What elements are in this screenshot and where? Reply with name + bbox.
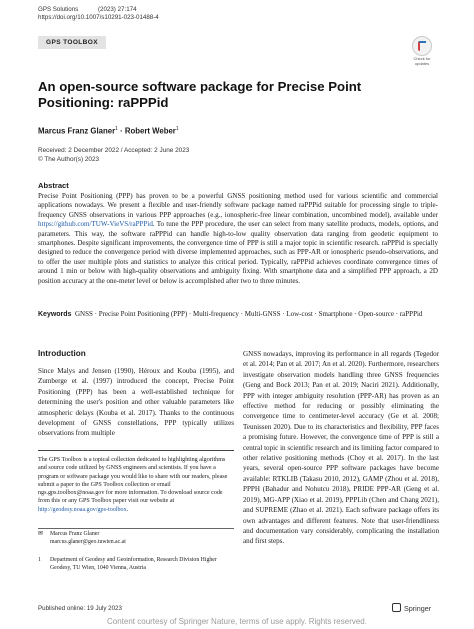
abstract-heading: Abstract: [38, 181, 69, 190]
copyright: © The Author(s) 2023: [38, 155, 100, 163]
toolbox-link[interactable]: http://geodesy.noaa.gov/gps-toolbox: [38, 506, 127, 513]
received-accepted: Received: 2 December 2022 / Accepted: 2 June 2023: [38, 147, 190, 154]
abstract-text-2: . To tune the PPP procedure, the user can select from many satellite products, models, options, and parameters. This way, the software raPPPid can handle high-to-low quality observation data ranging from geodetic equipment to smartphones. Despite significant improvements, the convergence time of PPP is still a major topic in scientific research. raPPPid is specially designed to reduce the convergence period with diverse implemented approaches, such as PPP-AR or ionospheric pseudo-observations, and to offer the user multiple plots and statistics to analyze this critical period. Typically, raPPPid achieves coordinate convergence times of around 1 min or below with high-quality observations and ambiguity fixing. With smartphone data and a simplified PPP approach, a 2D position accuracy at the one-meter level or below is accomplished after two to three minutes.: [38, 220, 438, 285]
contact-email[interactable]: marcus.glaner@geo.tuwien.ac.at: [50, 538, 126, 545]
contact-divider: [38, 528, 234, 529]
article-title: An open-source software package for Precise Point Positioning: raPPPid: [38, 79, 362, 110]
published-date: Published online: 19 July 2023: [38, 605, 122, 612]
journal-header: [38, 6, 159, 22]
introduction-heading: Introduction: [38, 349, 86, 358]
keywords-label: Keywords: [38, 311, 72, 318]
footnote-divider: [38, 450, 234, 451]
affiliation-mark: 1: [38, 557, 41, 563]
envelope-icon: ✉: [38, 531, 43, 537]
keywords-text: GNSS · Precise Point Positioning (PPP) · Multi-frequency · Multi-GNSS · Low-cost · Smartphone · Open-source · raPPPid: [74, 310, 423, 318]
toolbox-note: [38, 456, 234, 514]
abstract-text-1: Precise Point Positioning (PPP) has proven to be a powerful GNSS positioning method used for various scientific and commercial applications nowadays. We present a flexible and user-friendly software package named raPPPid suitable for processing single to triple-frequency GNSS observations in various PPP approaches (e.g., ionospheric-free linear combination, uncombined model), available under: [38, 192, 438, 219]
intro-left-column: Since Malys and Jensen (1990), Héroux and Kouba (1995), and Zumberge et al. (1997) introduced the concept, Precise Point Positioning (PPP) has been a well-established technique for determining the user's position and other valuable parameters like atmospheric delays (Kouba et al. 2017). Thanks to the continuous development of GNSS constellations, PPP typically utilizes observations from multiple: [38, 367, 234, 438]
affiliation: [38, 557, 234, 572]
publisher-name: Springer: [404, 604, 432, 613]
contact-name: Marcus Franz Glaner: [50, 531, 100, 537]
github-link[interactable]: https://github.com/TUW-VieVS/raPPPid: [38, 220, 153, 229]
publisher-logo: [392, 603, 431, 613]
author-2-affil: 1: [175, 126, 179, 132]
doi-link[interactable]: https://doi.org/10.1007/s10291-023-01488-4: [38, 14, 159, 21]
intro-right-column: GNSS nowadays, improving its performance in all regards (Tegedor et al. 2014; Pan et al. 2017; An et al. 2020). Furthermore, researchers investigate observation models handling three GNSS frequencies (Geng and Bock 2013; Pan et al. 2019; Naciri 2021). Additionally, PPP with integer ambiguity resolution (PPP-AR) has proven as an effective method for reducing or possibly eliminating the convergence time to centimeter-level accuracy (Ge et al. 2008; Teunissen 2020). Due to its characteristics and flexibility, PPP faces a promising future. However, the convergence time of PPP is still a central topic in scientific research and its limiting factor compared to other relative positioning methods (Choy et al. 2017). In the last years, several open-source PPP software packages have become available: RTKLIB (Takasu 2010, 2012), GAMP (Zhou et al. 2018), PPPH (Bahadur and Nohutcu 2018), PRIDE PPP-AR (Geng et al. 2019), MG-APP (Xiao et al. 2019), PPPLib (Chen and Chang 2021), and SUPREME (Zhao et al. 2021). Each software package offers its own advantages and different features. Note that user-friendliness and documentation vary considerably, complicating the installation and first steps.: [243, 350, 440, 546]
updates-icon: [412, 36, 432, 56]
toolbox-note-end: .: [126, 506, 129, 513]
author-line: [38, 126, 179, 136]
journal-volume: (2023) 27:174: [97, 6, 137, 13]
check-for-updates-badge[interactable]: [408, 36, 436, 66]
toolbox-note-text: The GPS Toolbox is a topical collection dedicated to highlighting algorithms and source code utilized by GNSS engineers and scientists. If you have a program or software package you would like to share with our readers, please submit a paper to the GPS Toolbox collection or email ngs.gps.toolbox@noaa.gov for more information. To download source code from this or any GPS Toolbox paper visit our website at: [38, 457, 228, 505]
author-separator: ·: [117, 126, 125, 136]
springer-horse-icon: [392, 603, 401, 612]
corresponding-author: [38, 531, 234, 546]
article-dates: [38, 147, 189, 164]
author-2: Robert Weber: [124, 126, 176, 136]
author-1: Marcus Franz Glaner: [38, 126, 116, 136]
updates-label: Check for updates: [413, 56, 431, 66]
section-tab: GPS TOOLBOX: [38, 36, 106, 49]
journal-name: GPS Solutions: [38, 6, 79, 13]
courtesy-notice: Content courtesy of Springer Nature, terms of use apply. Rights reserved.: [107, 617, 367, 626]
keywords: [38, 310, 438, 319]
author-1-affil: 1: [115, 126, 118, 132]
abstract-body: [38, 192, 438, 286]
affiliation-text: Department of Geodesy and Geoinformation, Research Division Higher Geodesy, TU Wien, 1040 Vienna, Austria: [50, 557, 217, 571]
